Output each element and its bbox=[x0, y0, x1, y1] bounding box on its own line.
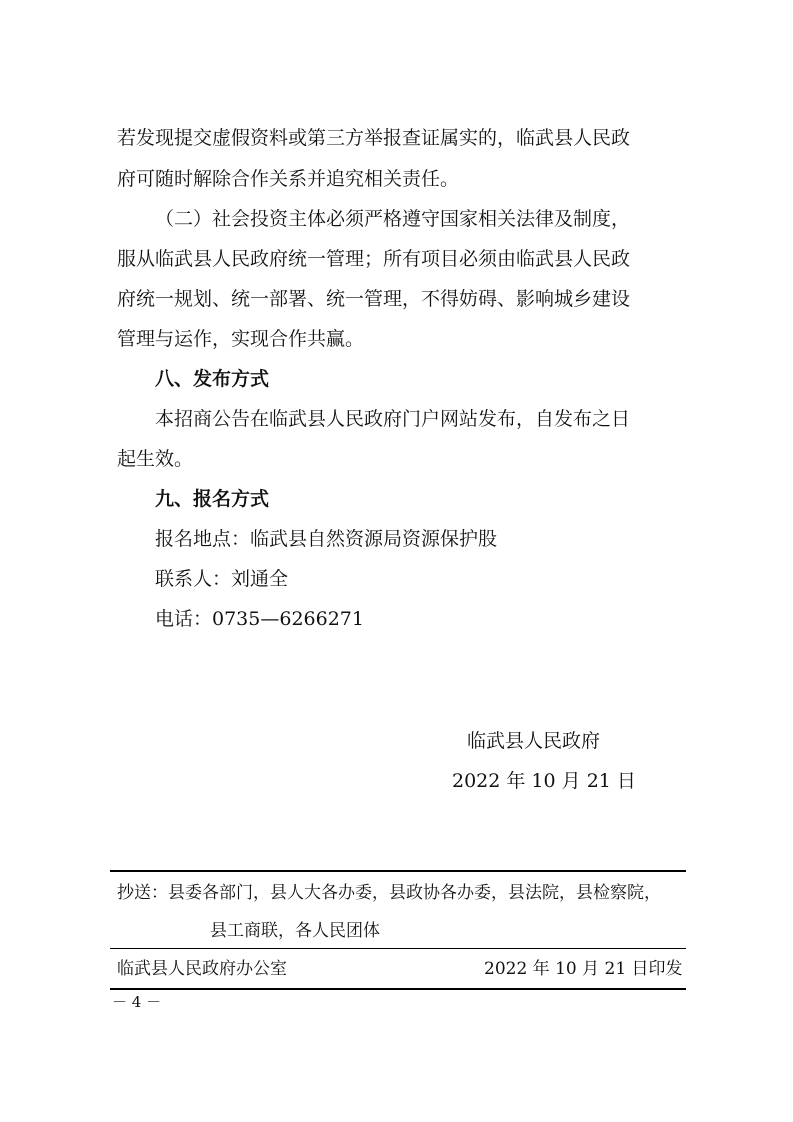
section-8-heading: 八、发布方式 bbox=[155, 368, 270, 390]
registration-phone: 电话：0735—6266271 bbox=[155, 608, 364, 630]
body-line-1: 若发现提交虚假资料或第三方举报查证属实的，临武县人民政 bbox=[117, 127, 631, 149]
footer-bottom-rule bbox=[110, 988, 686, 990]
body-line-5: 府统一规划、统一部署、统一管理，不得妨碍、影响城乡建设 bbox=[117, 288, 631, 310]
registration-location: 报名地点：临武县自然资源局资源保护股 bbox=[155, 528, 498, 550]
section-8-line-2: 起生效。 bbox=[117, 448, 194, 470]
cc-line-2: 县工商联，各人民团体 bbox=[210, 921, 380, 941]
signature-date: 2022 年 10 月 21 日 bbox=[452, 770, 636, 792]
body-line-4: 服从临武县人民政府统一管理；所有项目必须由临武县人民政 bbox=[117, 248, 631, 270]
signature-org: 临武县人民政府 bbox=[467, 730, 601, 752]
page-number: － 4 － bbox=[112, 993, 162, 1011]
body-line-2: 府可随时解除合作关系并追究相关责任。 bbox=[117, 168, 460, 190]
issue-date: 2022 年 10 月 21 日印发 bbox=[484, 959, 683, 979]
registration-contact: 联系人：刘通全 bbox=[155, 568, 289, 590]
body-line-6: 管理与运作，实现合作共赢。 bbox=[117, 328, 365, 350]
footer-top-rule bbox=[110, 870, 686, 872]
footer-middle-rule bbox=[110, 948, 686, 949]
section-9-heading: 九、报名方式 bbox=[155, 488, 270, 510]
cc-line-1: 抄送：县委各部门，县人大各办委，县政协各办委，县法院，县检察院， bbox=[117, 883, 661, 903]
body-line-3: （二）社会投资主体必须严格遵守国家相关法律及制度， bbox=[155, 208, 631, 230]
issuer-office: 临武县人民政府办公室 bbox=[117, 959, 287, 979]
section-8-line-1: 本招商公告在临武县人民政府门户网站发布，自发布之日 bbox=[155, 408, 631, 430]
